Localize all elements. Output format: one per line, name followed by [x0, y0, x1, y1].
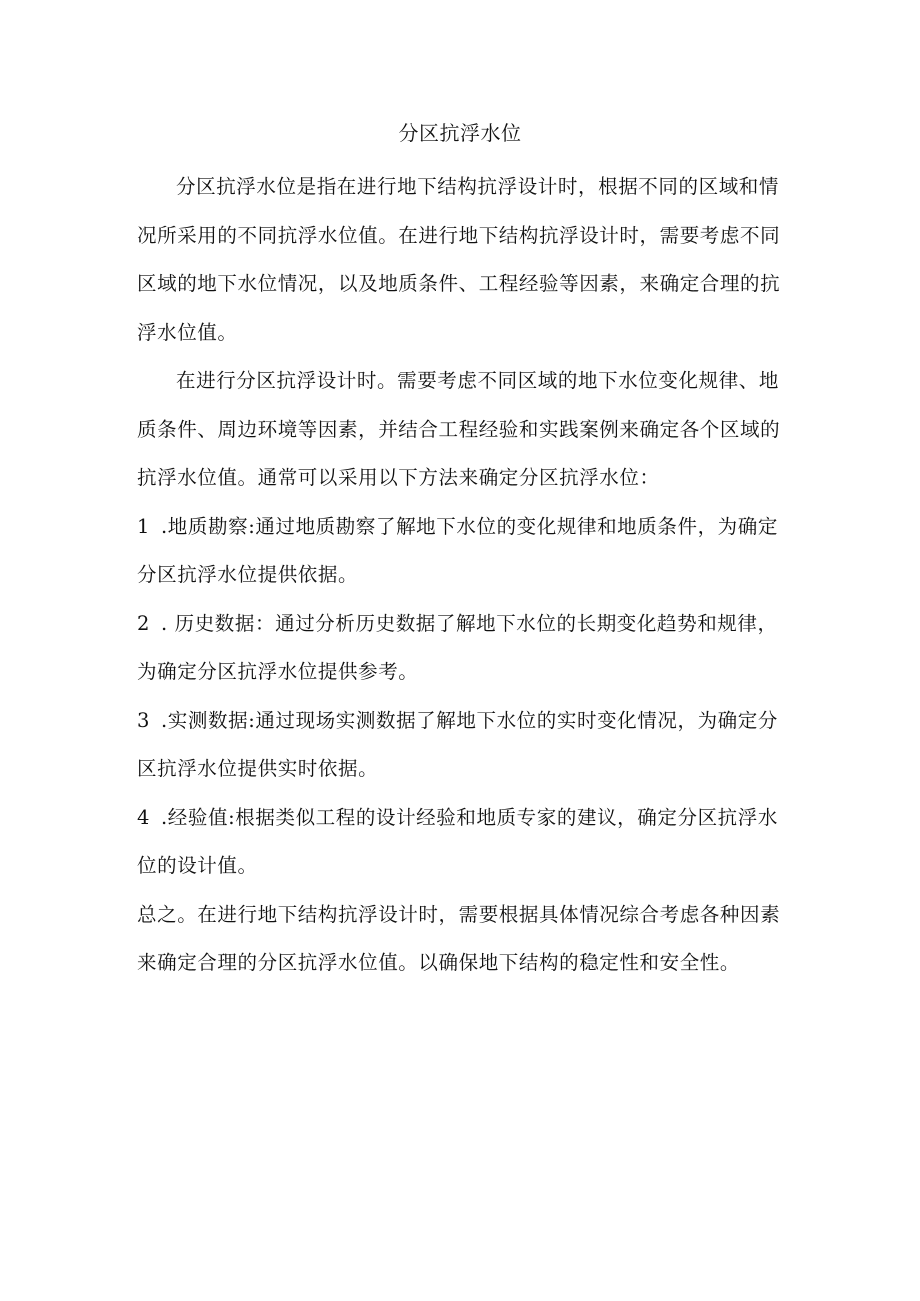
paragraph-1: 分区抗浮水位是指在进行地下结构抗浮设计时，根据不同的区域和情况所采用的不同抗浮水位值。在进行地下结构抗浮设计时，需要考虑不同区域的地下水位情况，以及地质条件、工程经验等因素，来确定合理的抗浮水位值。: [137, 175, 781, 344]
list-item-text: .地质勘察:通过地质勘察了解地下水位的变化规律和地质条件，为确定分区抗浮水位提供依据。: [137, 514, 778, 586]
paragraph-2: 在进行分区抗浮设计时。需要考虑不同区域的地下水位变化规律、地质条件、周边环境等因素，并结合工程经验和实践案例来确定各个区域的抗浮水位值。通常可以采用以下方法来确定分区抗浮水位：: [137, 369, 781, 489]
list-item-1: [137, 503, 787, 600]
list-item-2: [137, 600, 787, 697]
conclusion-paragraph: 总之。在进行地下结构抗浮设计时，需要根据具体情况综合考虑各种因素来确定合理的分区抗浮水位值。以确保地下结构的稳定性和安全性。: [137, 902, 781, 974]
list-item-text: .实测数据:通过现场实测数据了解地下水位的实时变化情况，为确定分区抗浮水位提供实时依据。: [137, 708, 778, 780]
list-item-text: .经验值:根据类似工程的设计经验和地质专家的建议，确定分区抗浮水位的设计值。: [137, 805, 778, 877]
list-item-number: 2: [137, 611, 151, 635]
list-item-number: 4: [137, 805, 151, 829]
list-item-number: 1: [137, 514, 151, 538]
list-item-text: . 历史数据：通过分析历史数据了解地下水位的长期变化趋势和规律，为确定分区抗浮水位提供参考。: [137, 611, 778, 683]
document-title: 分区抗浮水位: [398, 121, 522, 145]
list-item-number: 3: [137, 708, 151, 732]
list-item-4: [137, 794, 787, 891]
list-item-3: [137, 697, 787, 794]
document-body: [137, 163, 787, 988]
